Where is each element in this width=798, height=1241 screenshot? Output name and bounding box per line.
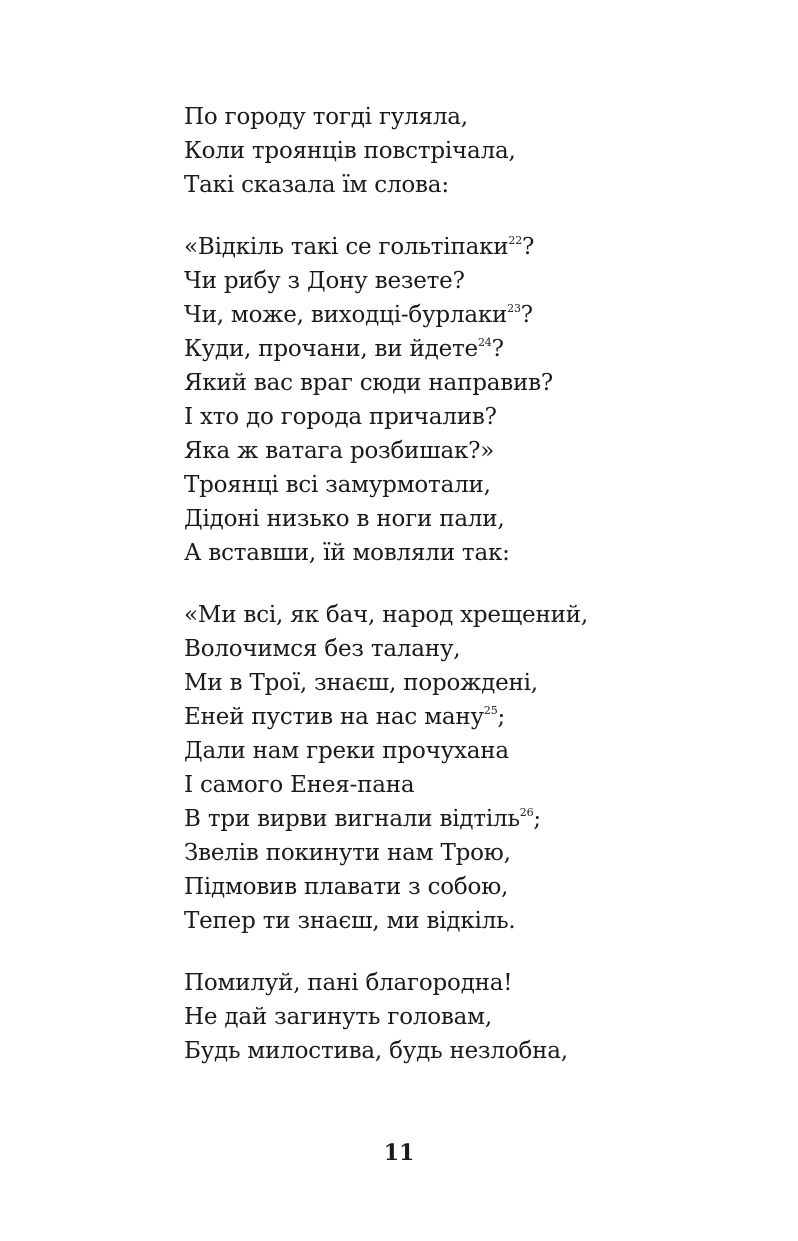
- verse-line-text: «Відкіль такі се гольтіпаки: [184, 234, 509, 260]
- verse-line-text: Чи, може, виходці-бурлаки: [184, 302, 508, 328]
- verse-line-text: Волочимся без талану,: [184, 636, 461, 662]
- footnote-marker[interactable]: 22: [508, 234, 523, 247]
- stanza: [184, 966, 744, 1068]
- page-number: 11: [383, 1140, 415, 1166]
- poem-text: [184, 100, 744, 1096]
- verse-line-text: Ми в Трої, знаєш, порождені,: [184, 670, 538, 696]
- verse-line-text: Дали нам греки прочухана: [184, 738, 509, 764]
- verse-line: [184, 966, 744, 1000]
- verse-line: [184, 734, 744, 768]
- verse-line: [184, 666, 744, 700]
- footnote-marker[interactable]: 23: [507, 302, 521, 315]
- verse-line-punctuation: ?: [520, 302, 533, 328]
- verse-line-punctuation: ?: [491, 336, 504, 362]
- verse-line-text: Будь милостива, будь незлобна,: [184, 1038, 568, 1064]
- verse-line-text: І самого Енея-пана: [184, 772, 415, 798]
- verse-line-text: Такі сказала їм слова:: [184, 172, 449, 198]
- verse-line-text: Тепер ти знаєш, ми відкіль.: [184, 908, 516, 934]
- verse-line: [184, 700, 744, 734]
- verse-line: [184, 168, 744, 202]
- verse-line: [184, 904, 744, 938]
- verse-line-text: Який вас враг сюди направив?: [184, 370, 553, 396]
- verse-line-text: Не дай загинуть головам,: [184, 1004, 492, 1030]
- verse-line: [184, 802, 744, 836]
- verse-line-text: Помилуй, пані благородна!: [184, 970, 513, 996]
- verse-line: [184, 468, 744, 502]
- verse-line-text: Дідоні низько в ноги пали,: [184, 506, 505, 532]
- verse-line-text: «Ми всі, як бач, народ хрещений,: [184, 602, 588, 628]
- footnote-marker[interactable]: 24: [477, 336, 492, 349]
- verse-line-punctuation: ?: [522, 234, 535, 260]
- verse-line-text: Коли троянців повстрічала,: [184, 138, 516, 164]
- verse-line: [184, 230, 744, 264]
- verse-line: [184, 870, 744, 904]
- footnote-marker[interactable]: 26: [519, 806, 534, 819]
- verse-line: [184, 134, 744, 168]
- verse-line: [184, 632, 744, 666]
- stanza: [184, 100, 744, 202]
- verse-line-text: І хто до города причалив?: [184, 404, 497, 430]
- verse-line-text: Звелів покинути нам Трою,: [184, 840, 511, 866]
- verse-line-text: Куди, прочани, ви йдете: [184, 336, 478, 362]
- verse-line: [184, 502, 744, 536]
- verse-line-punctuation: ;: [497, 704, 506, 730]
- verse-line: [184, 1000, 744, 1034]
- verse-line: [184, 400, 744, 434]
- verse-line: [184, 768, 744, 802]
- verse-line-text: Підмовив плавати з собою,: [184, 874, 509, 900]
- stanza: [184, 230, 744, 570]
- verse-line-text: А вставши, їй мовляли так:: [184, 540, 510, 566]
- verse-line: [184, 332, 744, 366]
- verse-line-text: Чи рибу з Дону везете?: [184, 268, 465, 294]
- verse-line: [184, 264, 744, 298]
- verse-line-text: Яка ж ватага розбишак?»: [184, 438, 495, 464]
- verse-line-text: В три вирви вигнали відтіль: [184, 806, 520, 832]
- verse-line: [184, 298, 744, 332]
- verse-line: [184, 836, 744, 870]
- verse-line: [184, 366, 744, 400]
- verse-line-text: По городу тогді гуляла,: [184, 104, 468, 130]
- verse-line-text: Троянці всі замурмотали,: [184, 472, 491, 498]
- verse-line: [184, 1034, 744, 1068]
- footnote-marker[interactable]: 25: [483, 704, 498, 717]
- verse-line: [184, 598, 744, 632]
- verse-line: [184, 434, 744, 468]
- verse-line-text: Еней пустив на нас ману: [184, 704, 484, 730]
- verse-line: [184, 100, 744, 134]
- verse-line-punctuation: ;: [533, 806, 541, 832]
- verse-line: [184, 536, 744, 570]
- stanza: [184, 598, 744, 938]
